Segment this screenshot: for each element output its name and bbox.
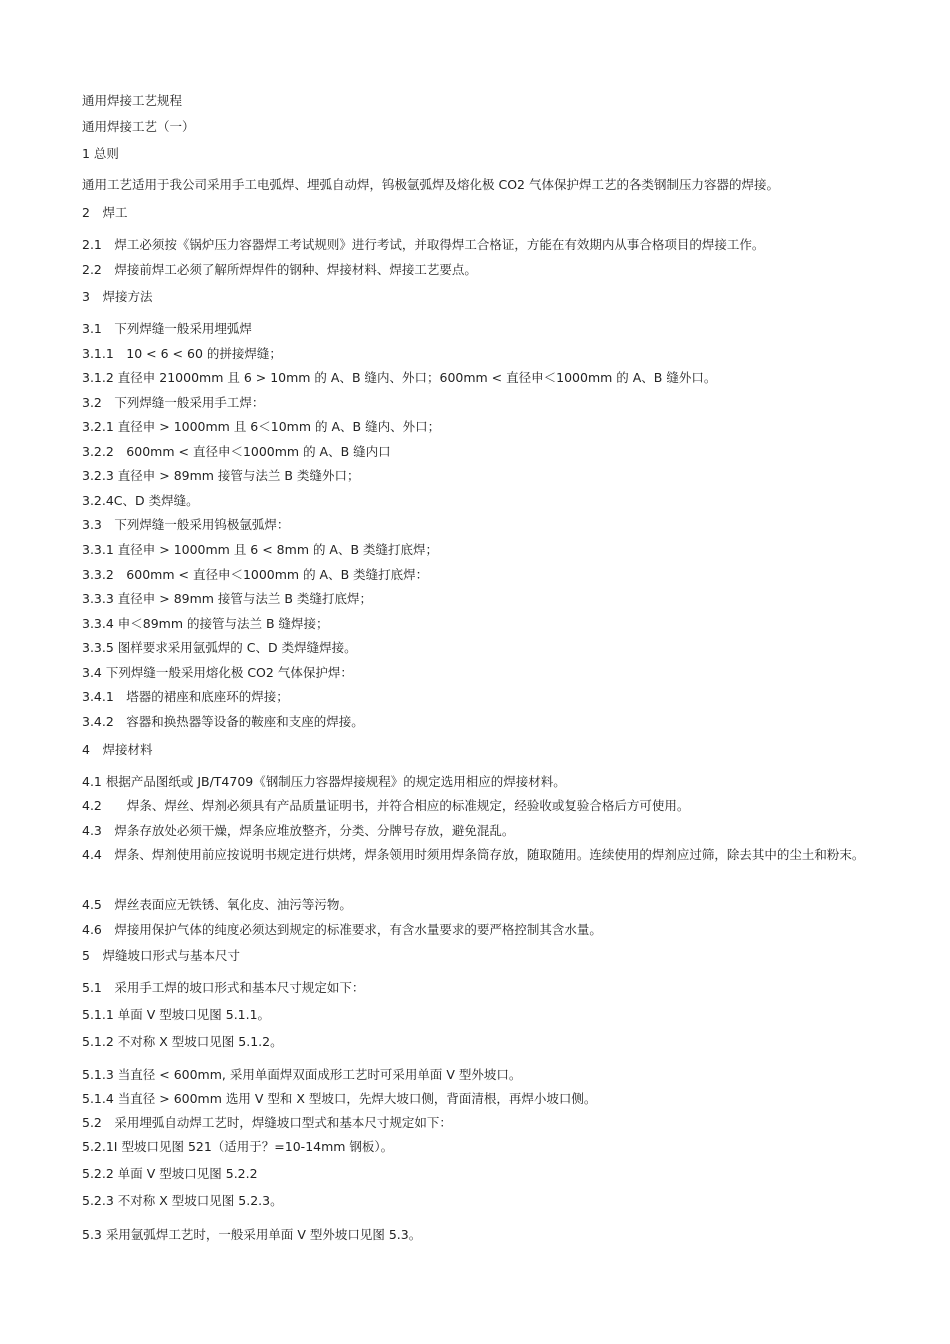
paragraph: 3.2 下列焊缝一般采用手工焊： xyxy=(82,395,265,410)
paragraph: 5.1.1 单面 V 型坡口见图 5.1.1。 xyxy=(82,1007,271,1022)
paragraph: 通用工艺适用于我公司采用手工电弧焊、埋弧自动焊，钨极氩弧焊及熔化极 CO2 气体保护焊工艺的各类钢制压力容器的焊接。 xyxy=(82,177,779,192)
section-heading: 4 焊接材料 xyxy=(82,742,153,757)
paragraph: 4.2 焊条、焊丝、焊剂必须具有产品质量证明书，并符合相应的标准规定，经验收或复验合格后方可使用。 xyxy=(82,798,690,813)
document-title: 通用焊接工艺规程 xyxy=(82,93,183,108)
paragraph: 3.3.4 申＜89mm 的接管与法兰 B 缝焊接； xyxy=(82,616,329,631)
paragraph: 3.3.3 直径申 > 89mm 接管与法兰 B 类缝打底焊； xyxy=(82,591,372,606)
paragraph: 2.1 焊工必须按《锅炉压力容器焊工考试规则》进行考试，并取得焊工合格证，方能在有效期内从事合格项目的焊接工作。 xyxy=(82,237,765,252)
paragraph: 3.4.1 塔器的裙座和底座环的焊接； xyxy=(82,689,289,704)
paragraph: 3.3.2 600mm < 直径申＜1000mm 的 A、B 类缝打底焊： xyxy=(82,567,429,582)
paragraph: 4.4 焊条、焊剂使用前应按说明书规定进行烘烤，焊条领用时须用焊条筒存放，随取随用。连续使用的焊剂应过筛，除去其中的尘土和粉末。 xyxy=(82,847,865,862)
paragraph: 4.6 焊接用保护气体的纯度必须达到规定的标准要求，有含水量要求的要严格控制其含水量。 xyxy=(82,922,602,937)
paragraph: 5.1.2 不对称 X 型坡口见图 5.1.2。 xyxy=(82,1034,283,1049)
paragraph: 5.1.3 当直径 < 600mm, 采用单面焊双面成形工艺时可采用单面 V 型外坡口。 xyxy=(82,1067,522,1082)
paragraph: 3.3.5 图样要求采用氩弧焊的 C、D 类焊缝焊接。 xyxy=(82,640,357,655)
paragraph: 3.3 下列焊缝一般采用钨极氩弧焊： xyxy=(82,517,290,532)
paragraph: 5.2.2 单面 V 型坡口见图 5.2.2 xyxy=(82,1166,258,1181)
paragraph: 3.1 下列焊缝一般采用埋弧焊 xyxy=(82,321,252,336)
paragraph: 4.3 焊条存放处必须干燥，焊条应堆放整齐，分类、分牌号存放，避免混乱。 xyxy=(82,823,515,838)
paragraph: 3.1.2 直径申 21000mm 且 6 > 10mm 的 A、B 缝内、外口；600mm < 直径申＜1000mm 的 A、B 缝外口。 xyxy=(82,370,717,385)
paragraph: 5.1 采用手工焊的坡口形式和基本尺寸规定如下： xyxy=(82,980,365,995)
paragraph: 5.2 采用埋弧自动焊工艺时，焊缝坡口型式和基本尺寸规定如下： xyxy=(82,1115,452,1130)
paragraph: 3.2.2 600mm < 直径申＜1000mm 的 A、B 缝内口 xyxy=(82,444,391,459)
paragraph: 2.2 焊接前焊工必须了解所焊焊件的钢种、焊接材料、焊接工艺要点。 xyxy=(82,262,477,277)
paragraph: 4.5 焊丝表面应无铁锈、氧化皮、油污等污物。 xyxy=(82,897,352,912)
paragraph: 3.2.3 直径申 > 89mm 接管与法兰 B 类缝外口； xyxy=(82,468,360,483)
paragraph: 5.2.1I 型坡口见图 521（适用于？=10-14mm 钢板）。 xyxy=(82,1139,394,1154)
paragraph: 5.1.4 当直径 > 600mm 选用 V 型和 X 型坡口，先焊大坡口侧，背面清根，再焊小坡口侧。 xyxy=(82,1091,597,1106)
paragraph: 3.1.1 10 < 6 < 60 的拼接焊缝； xyxy=(82,346,282,361)
paragraph: 3.4.2 容器和换热器等设备的鞍座和支座的焊接。 xyxy=(82,714,364,729)
paragraph: 3.2.4C、D 类焊缝。 xyxy=(82,493,199,508)
section-heading: 5 焊缝坡口形式与基本尺寸 xyxy=(82,948,240,963)
paragraph: 4.1 根据产品图纸或 JB/T4709《钢制压力容器焊接规程》的规定选用相应的焊接材料。 xyxy=(82,774,566,789)
paragraph: 3.2.1 直径申 > 1000mm 且 6＜10mm 的 A、B 缝内、外口； xyxy=(82,419,441,434)
document-subtitle: 通用焊接工艺（一） xyxy=(82,119,195,134)
paragraph: 5.2.3 不对称 X 型坡口见图 5.2.3。 xyxy=(82,1193,283,1208)
section-heading: 3 焊接方法 xyxy=(82,289,153,304)
paragraph: 5.3 采用氩弧焊工艺时，一般采用单面 V 型外坡口见图 5.3。 xyxy=(82,1227,422,1242)
paragraph: 3.3.1 直径申 > 1000mm 且 6 < 8mm 的 A、B 类缝打底焊； xyxy=(82,542,439,557)
paragraph: 3.4 下列焊缝一般采用熔化极 CO2 气体保护焊： xyxy=(82,665,353,680)
section-heading: 1 总则 xyxy=(82,146,119,161)
section-heading: 2 焊工 xyxy=(82,205,128,220)
